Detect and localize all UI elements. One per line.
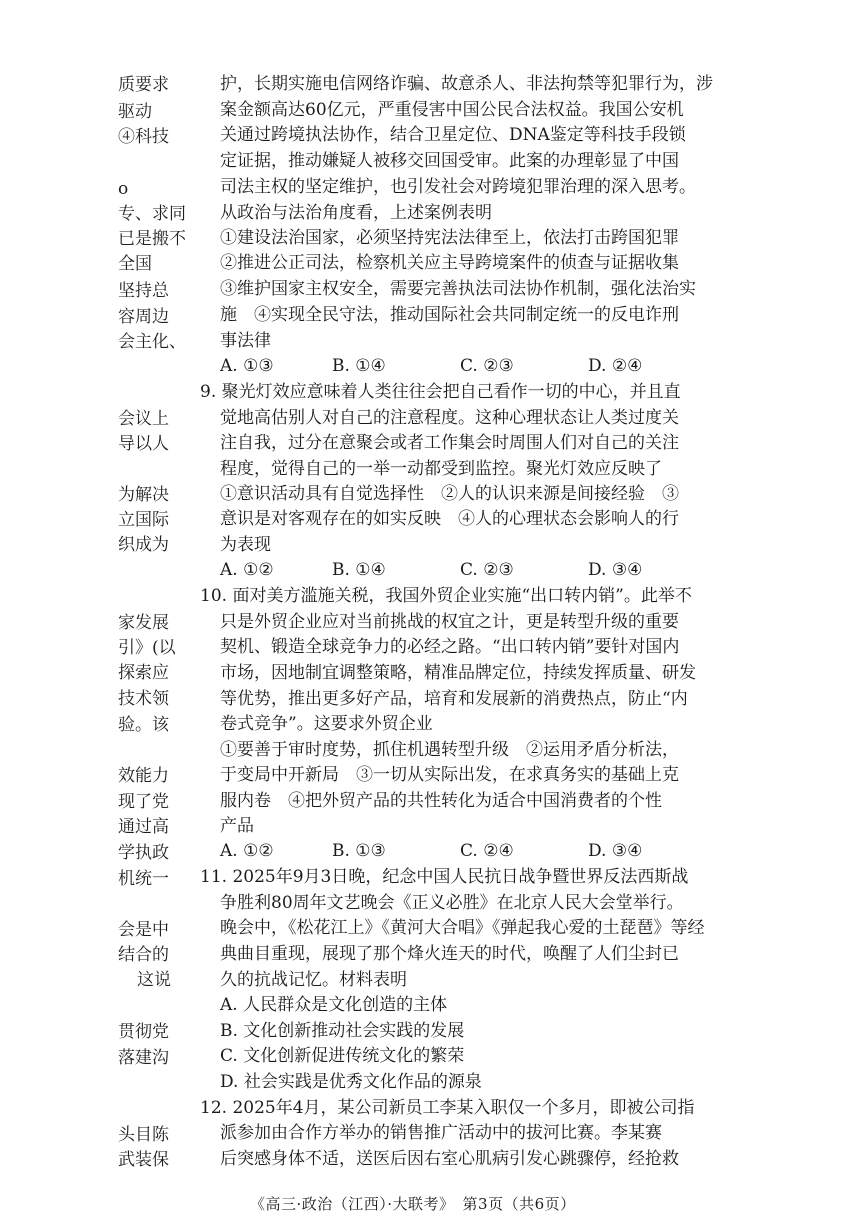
- question-text-line: 典曲目重现，展现了那个烽火连天的时代，唤醒了人们尘封已: [220, 944, 679, 964]
- question-text-line: 为表现: [220, 535, 271, 555]
- question-text-line: 注自我，过分在意聚会或者工作集会时周围人们对自己的关注: [220, 433, 679, 453]
- left-fragment: 结合的: [118, 945, 169, 965]
- option-d[interactable]: D. 社会实践是优秀文化作品的源泉: [220, 1072, 482, 1092]
- left-column-cropped-text: [0, 0, 200, 1227]
- question-text-line: 案金额高达60亿元，严重侵害中国公民合法权益。我国公安机: [220, 100, 684, 120]
- left-fragment: 全国: [118, 254, 152, 274]
- question-text-line: 施 ④实现全民守法，推动国际社会共同制定统一的反电诈刑: [220, 305, 679, 325]
- question-stem: 9. 聚光灯效应意味着人类往往会把自己看作一切的中心，并且直: [200, 382, 681, 402]
- option-c[interactable]: C. ②④: [460, 841, 514, 861]
- page-footer: 《高三·政治（江西）·大联考》 第3页（共6页）: [250, 1195, 576, 1213]
- left-fragment: o: [118, 179, 129, 199]
- question-text-line: 卷式竞争”。这要求外贸企业: [220, 714, 433, 734]
- question-text-line: 服内卷 ④把外贸产品的共性转化为适合中国消费者的个性: [220, 791, 662, 811]
- left-fragment: ④科技: [118, 127, 169, 147]
- left-fragment: 驱动: [118, 102, 152, 122]
- question-text-line: 程度，觉得自己的一举一动都受到监控。聚光灯效应反映了: [220, 459, 662, 479]
- option-d[interactable]: D. ②④: [588, 356, 643, 376]
- question-text-line: 只是外贸企业应对当前挑战的权宜之计，更是转型升级的重要: [220, 612, 679, 632]
- left-fragment: 会议上: [118, 409, 169, 429]
- answer-options: [220, 354, 660, 378]
- question-text-line: 久的抗战记忆。材料表明: [220, 970, 407, 990]
- left-fragment: 质要求: [118, 75, 169, 95]
- left-fragment: 落建沟: [118, 1048, 169, 1068]
- left-fragment: 已是搬不: [118, 229, 186, 249]
- option-b[interactable]: B. 文化创新推动社会实践的发展: [220, 1021, 465, 1041]
- left-fragment: 会是中: [118, 920, 169, 940]
- answer-options: [220, 839, 660, 863]
- question-text-line: ③维护国家主权安全，需要完善执法司法协作机制，强化法治实: [220, 279, 696, 299]
- left-fragment: 验。该: [118, 715, 169, 735]
- question-text-line: 于变局中开新局 ③一切从实际出发，在求真务实的基础上克: [220, 765, 679, 785]
- question-stem: 10. 面对美方滥施关税，我国外贸企业实施“出口转内销”。此举不: [200, 586, 692, 606]
- option-a[interactable]: A. ①②: [220, 841, 274, 861]
- option-c[interactable]: C. ②③: [460, 560, 514, 580]
- option-d[interactable]: D. ③④: [588, 560, 643, 580]
- question-text-line: 从政治与法治角度看，上述案例表明: [220, 203, 492, 223]
- option-c[interactable]: C. ②③: [460, 356, 514, 376]
- option-d[interactable]: D. ③④: [588, 841, 643, 861]
- left-fragment: 引》(以: [118, 638, 176, 658]
- option-a[interactable]: A. 人民群众是文化创造的主体: [220, 995, 448, 1015]
- question-text-line: 争胜利80周年文艺晚会《正义必胜》在北京人民大会堂举行。: [220, 893, 684, 913]
- answer-options: [220, 558, 660, 582]
- option-b[interactable]: B. ①③: [332, 841, 386, 861]
- question-text-line: 契机、锻造全球竞争力的必经之路。“出口转内销”要针对国内: [220, 637, 680, 657]
- question-stem: 12. 2025年4月，某公司新员工李某入职仅一个多月，即被公司指: [200, 1098, 695, 1118]
- left-fragment: 贯彻党: [118, 1022, 169, 1042]
- left-fragment: 容周边: [118, 307, 169, 327]
- question-text-line: 派参加由合作方举办的销售推广活动中的拔河比赛。李某赛: [220, 1123, 662, 1143]
- left-fragment: 头目陈: [118, 1125, 169, 1145]
- question-text-line: 护，长期实施电信网络诈骗、故意杀人、非法拘禁等犯罪行为，涉: [220, 74, 713, 94]
- left-fragment: 坚持总: [118, 281, 169, 301]
- left-fragment: 探索应: [118, 663, 169, 683]
- left-fragment: 家发展: [118, 613, 169, 633]
- question-text-line: ①要善于审时度势，抓住机遇转型升级 ②运用矛盾分析法，: [220, 740, 679, 760]
- option-a[interactable]: A. ①③: [220, 356, 274, 376]
- left-fragment: 现了党: [118, 792, 169, 812]
- left-fragment: 织成为: [118, 535, 169, 555]
- option-b[interactable]: B. ①④: [332, 356, 386, 376]
- question-text-line: ①建设法治国家，必须坚持宪法法律至上，依法打击跨国犯罪: [220, 228, 679, 248]
- left-fragment: 立国际: [118, 510, 169, 530]
- left-fragment: 通过高: [118, 817, 169, 837]
- option-c[interactable]: C. 文化创新促进传统文化的繁荣: [220, 1046, 465, 1066]
- question-text-line: 晚会中，《松花江上》《黄河大合唱》《弹起我心爱的土琵琶》等经: [220, 918, 705, 938]
- left-fragment: 机统一: [118, 869, 169, 889]
- question-text-line: 等优势，推出更多好产品，培育和发展新的消费热点，防止“内: [220, 689, 688, 709]
- option-b[interactable]: B. ①④: [332, 560, 386, 580]
- question-text-line: 事法律: [220, 331, 271, 351]
- question-stem: 11. 2025年9月3日晚，纪念中国人民抗日战争暨世界反法西斯战: [200, 867, 689, 887]
- question-text-line: 后突感身体不适，送医后因右室心肌病引发心跳骤停，经抢救: [220, 1149, 679, 1169]
- left-fragment: 会主化、: [118, 332, 186, 352]
- question-text-line: 意识是对客观存在的如实反映 ④人的心理状态会影响人的行: [220, 509, 679, 529]
- left-fragment: 武装保: [118, 1150, 169, 1170]
- left-fragment: 效能力: [118, 766, 169, 786]
- left-fragment: 学执政: [118, 843, 169, 863]
- question-text-line: ①意识活动具有自觉选择性 ②人的认识来源是间接经验 ③: [220, 484, 679, 504]
- question-text-line: 觉地高估别人对自己的注意程度。这种心理状态让人类过度关: [220, 408, 679, 428]
- left-fragment: 导以人: [118, 434, 169, 454]
- question-text-line: ②推进公正司法，检察机关应主导跨境案件的侦查与证据收集: [220, 253, 679, 273]
- question-text-line: 定证据，推动嫌疑人被移交回国受审。此案的办理彰显了中国: [220, 151, 679, 171]
- question-text-line: 市场，因地制宜调整策略，精准品牌定位，持续发挥质量、研发: [220, 663, 696, 683]
- left-fragment: 为解决: [118, 485, 169, 505]
- left-fragment: 专、求同: [118, 204, 186, 224]
- left-fragment: 这说: [137, 970, 171, 990]
- question-text-line: 产品: [220, 816, 254, 836]
- option-a[interactable]: A. ①②: [220, 560, 274, 580]
- question-text-line: 关通过跨境执法协作，结合卫星定位、DNA鉴定等科技手段锁: [220, 125, 686, 145]
- left-fragment: 技术领: [118, 689, 169, 709]
- question-text-line: 司法主权的坚定维护，也引发社会对跨境犯罪治理的深入思考。: [220, 177, 696, 197]
